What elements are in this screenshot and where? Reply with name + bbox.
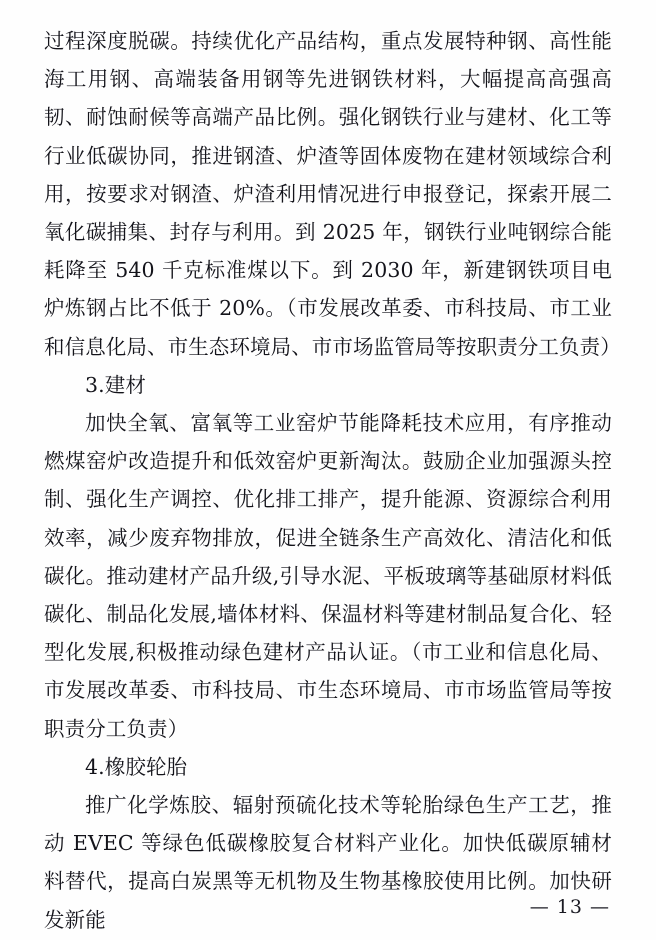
- heading-building-materials: 3.建材: [85, 372, 146, 397]
- paragraph-rubber-tires: 推广化学炼胶、辐射预硫化技术等轮胎绿色生产工艺，推动 EVEC 等绿色低碳橡胶复合材料产业化。加快低碳原辅材料替代，提高白炭黑等无机物及生物基橡胶使用比例。加快研发新能: [44, 793, 612, 932]
- paragraph-steel-continued: 过程深度脱碳。持续优化产品结构，重点发展特种钢、高性能海工用钢、高端装备用钢等先进钢铁材料，大幅提高高强高韧、耐蚀耐候等高端产品比例。强化钢铁行业与建材、化工等行业低碳协同，推进钢渣、炉渣等固体废物在建材领域综合利用，按要求对钢渣、炉渣利用情况进行申报登记，探索开展二氧化碳捕集、封存与利用。到 2025 年，钢铁行业吨钢综合能耗降至 540 千克标准煤以下。到 2030 年，新建钢铁项目电炉炼钢占比不低于 20%。（市发展改革委、市科技局、市工业和信息化局、市生态环境局、市市场监管局等按职责分工负责）: [44, 29, 621, 359]
- paragraph-building-materials: 加快全氧、富氧等工业窑炉节能降耗技术应用，有序推动燃煤窑炉改造提升和低效窑炉更新淘汰。鼓励企业加强源头控制、强化生产调控、优化排工排产，提升能源、资源综合利用效率，减少废弃物排放，促进全链条生产高效化、清洁化和低碳化。推动建材产品升级,引导水泥、平板玻璃等基础原材料低碳化、制品化发展,墙体材料、保温材料等建材制品复合化、轻型化发展,积极推动绿色建材产品认证。（市工业和信息化局、市发展改革委、市科技局、市生态环境局、市市场监管局等按职责分工负责）: [44, 411, 612, 741]
- heading-rubber-tires: 4.橡胶轮胎: [85, 754, 188, 779]
- document-body: [44, 22, 621, 939]
- page-number: — 13 —: [529, 896, 610, 918]
